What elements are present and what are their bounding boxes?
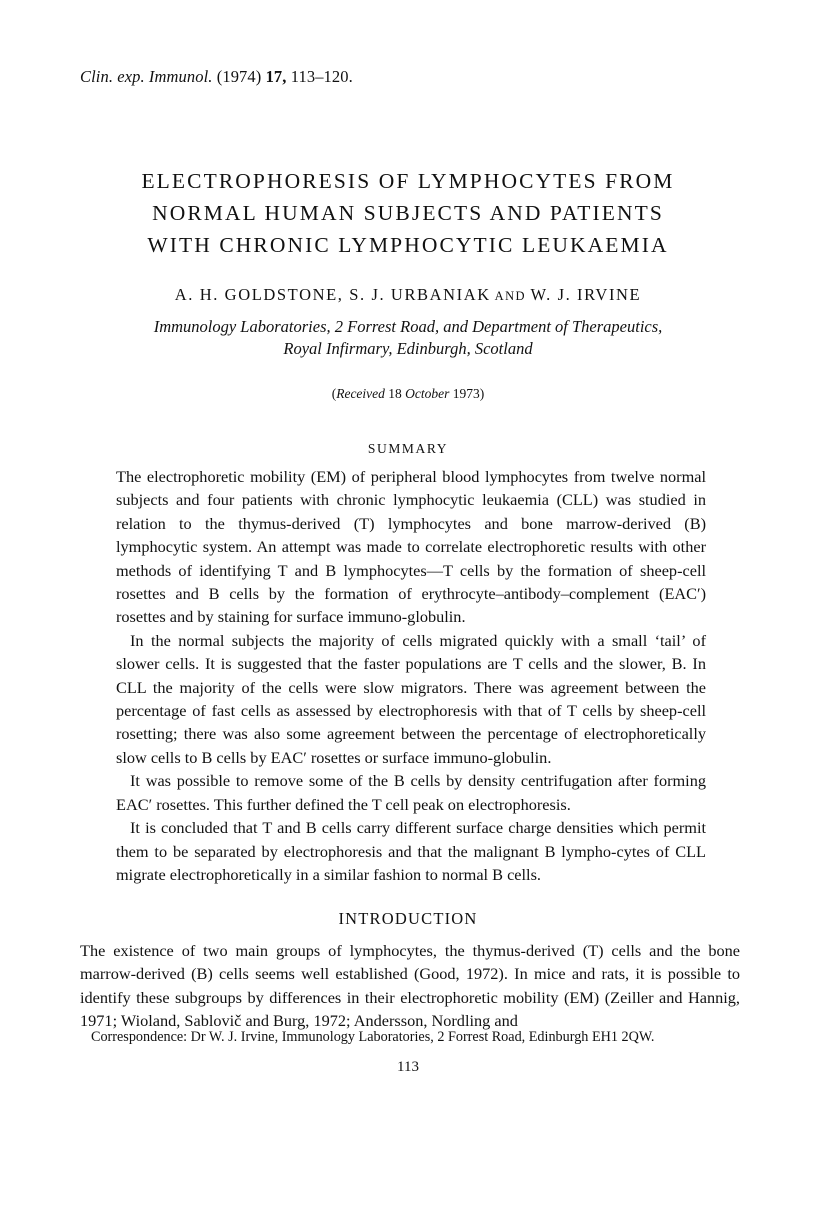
received-day: 18 xyxy=(384,386,406,401)
author-names: W. J. IRVINE xyxy=(530,285,642,304)
paper-title xyxy=(100,165,716,261)
journal-name: Clin. exp. Immunol. xyxy=(80,67,213,86)
journal-volume: 17, xyxy=(265,67,287,86)
summary-paragraph: In the normal subjects the majority of cells migrated quickly with a small ‘tail’ of slower cells. It is suggested that the faster populations are T cells and the slower, B. In CLL the majority of the cells were slow migrators. There was agreement between the percentage of fast cells as assessed by electrophoresis with that of T cells by sheep-cell rosetting; there was also some agreement between the percentage of electrophoretically slow cells to B cells by EAC′ rosettes or surface immuno-globulin. xyxy=(116,630,706,767)
received-paren: ( xyxy=(331,386,337,401)
introduction-heading: INTRODUCTION xyxy=(338,909,478,928)
journal-citation xyxy=(80,67,353,87)
summary-paragraph: The electrophoretic mobility (EM) of peripheral blood lymphocytes from twelve normal subjects and four patients with chronic lymphocytic leukaemia (CLL) was studied in relation to the thymus-derived (T) lymphocytes and bone marrow-derived (B) lymphocytic system. An attempt was made to correlate electrophoretic results with other methods of identifying T and B lymphocytes—T cells by the formation of sheep-cell rosettes and B cells by the formation of erythrocyte–antibody–complement (EAC′) rosettes and by staining for surface immuno-globulin. xyxy=(116,467,706,627)
correspondence-footnote: Correspondence: Dr W. J. Irvine, Immunology Laboratories, 2 Forrest Road, Edinburgh EH1 2QW. xyxy=(91,1029,655,1045)
author-list xyxy=(100,285,716,305)
author-names: A. H. GOLDSTONE, S. J. URBANIAK xyxy=(174,285,491,304)
introduction-section xyxy=(80,939,740,1033)
received-date xyxy=(100,386,716,402)
affiliation-line: Royal Infirmary, Edinburgh, Scotland xyxy=(283,339,533,358)
summary-heading: SUMMARY xyxy=(367,441,449,456)
affiliation-line: Immunology Laboratories, 2 Forrest Road, and Department of Therapeutics, xyxy=(153,317,663,336)
author-conjunction: AND xyxy=(490,289,531,303)
title-line: ELECTROPHORESIS OF LYMPHOCYTES FROM xyxy=(141,169,675,193)
received-label: Received xyxy=(336,386,385,401)
introduction-paragraph: The existence of two main groups of lymphocytes, the thymus-derived (T) cells and the bone marrow-derived (B) cells seems well established (Good, 1972). In mice and rats, it is possible to identify these subgroups by differences in their electrophoretic mobility (EM) (Zeiller and Hannig, 1971; Wioland, Sablovič and Burg, 1972; Andersson, Nordling and xyxy=(80,941,740,1031)
summary-paragraph: It was possible to remove some of the B cells by density centrifugation after forming EAC′ rosettes. This further defined the T cell peak on electrophoresis. xyxy=(116,771,706,814)
received-year: 1973) xyxy=(449,386,485,401)
title-line: WITH CHRONIC LYMPHOCYTIC LEUKAEMIA xyxy=(147,233,669,257)
title-line: NORMAL HUMAN SUBJECTS AND PATIENTS xyxy=(152,201,664,225)
affiliation xyxy=(100,316,716,360)
summary-paragraph: It is concluded that T and B cells carry different surface charge densities which permit them to be separated by electrophoresis and that the malignant B lympho-cytes of CLL migrate electrophoretically in a similar fashion to normal B cells. xyxy=(116,818,706,884)
page-number: 113 xyxy=(397,1059,419,1075)
journal-year: (1974) xyxy=(216,67,262,86)
journal-pages: 113–120. xyxy=(290,67,353,86)
summary-section xyxy=(116,465,706,886)
received-month: October xyxy=(405,386,450,401)
